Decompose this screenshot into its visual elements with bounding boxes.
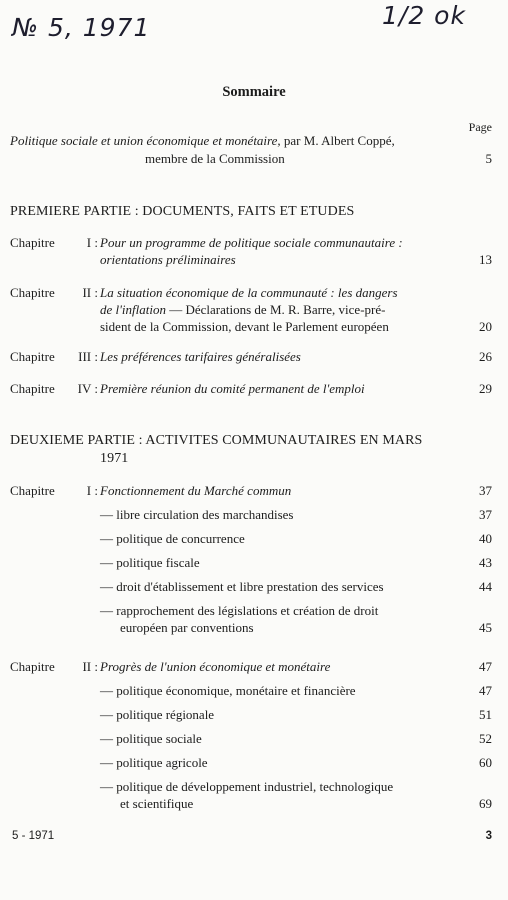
page-title: Sommaire (222, 84, 286, 100)
subsection-item-continued: européen par conventions (120, 620, 254, 635)
subsection-page-number: 40 (479, 531, 492, 546)
subsection-page-number: 37 (479, 507, 492, 522)
chapter-number: IV : (77, 381, 98, 396)
subsection-page-number: 43 (479, 555, 492, 570)
chapter-label: Chapitre (10, 235, 55, 250)
chapter-title-line: Pour un programme de politique sociale communautaire : (100, 235, 403, 250)
subsection-item-continued: et scientifique (120, 796, 194, 811)
subsection-item: — politique fiscale (100, 555, 200, 570)
subsection-item: — rapprochement des législations et création de droit (100, 603, 379, 618)
subsection-item: — politique économique, monétaire et financière (100, 683, 356, 698)
footer-issue: 5 - 1971 (12, 830, 55, 842)
handwritten-issue-note: № 5, 1971 (12, 13, 151, 42)
subsection-page-number: 45 (479, 620, 492, 635)
chapter-page-number: 13 (479, 252, 492, 267)
intro-entry-line2: membre de la Commission (145, 151, 285, 166)
chapter-title-line: La situation économique de la communauté : les dangers (100, 285, 398, 300)
subsection-page-number: 60 (479, 755, 492, 770)
footer-page-number: 3 (485, 830, 492, 842)
intro-entry-line1 (10, 133, 395, 149)
chapter-title-line: Les préférences tarifaires généralisées (100, 349, 301, 364)
chapter-label: Chapitre (10, 483, 55, 498)
part1-heading: PREMIERE PARTIE : DOCUMENTS, FAITS ET ETUDES (10, 204, 355, 219)
chapter-number: III : (78, 349, 98, 364)
chapter-number: I : (86, 483, 98, 498)
chapter-title-line: Première réunion du comité permanent de l'emploi (100, 381, 365, 396)
intro-author: par M. Albert Coppé, (283, 133, 395, 148)
page-column-header: Page (468, 120, 492, 134)
chapter-title-italic: de l'inflation (100, 302, 166, 317)
chapter-page-number: 29 (479, 381, 492, 396)
subsection-item: — politique de développement industriel, technologique (100, 779, 394, 794)
subsection-item: — droit d'établissement et libre prestation des services (100, 579, 384, 594)
chapter-title-line: sident de la Commission, devant le Parlement européen (100, 319, 389, 334)
subsection-page-number: 51 (479, 707, 492, 722)
chapter-label: Chapitre (10, 659, 55, 674)
part2-heading: DEUXIEME PARTIE : ACTIVITES COMMUNAUTAIRES EN MARS (10, 433, 423, 448)
chapter-page-number: 47 (479, 659, 492, 674)
intro-page-number: 5 (485, 151, 492, 166)
chapter-title-line: orientations préliminaires (100, 252, 236, 267)
chapter-label: Chapitre (10, 349, 55, 364)
chapter-page-number: 20 (479, 319, 492, 334)
subsection-item: — politique de concurrence (100, 531, 245, 546)
chapter-title-rest: — Déclarations de M. R. Barre, vice-pré- (169, 302, 386, 317)
chapter-title-line: Progrès de l'union économique et monétaire (100, 659, 331, 674)
subsection-item: — libre circulation des marchandises (100, 507, 294, 522)
chapter-title-line: Fonctionnement du Marché commun (100, 483, 292, 498)
chapter-number: II : (82, 659, 98, 674)
chapter-page-number: 26 (479, 349, 492, 364)
handwritten-page-note: 1/2 ok (382, 1, 466, 30)
chapter-title-line (100, 302, 385, 318)
intro-italic-title: Politique sociale et union économique et monétaire, (10, 133, 281, 148)
subsection-page-number: 52 (479, 731, 492, 746)
chapter-label: Chapitre (10, 381, 55, 396)
chapter-number: II : (82, 285, 98, 300)
part2-heading-line2: 1971 (100, 451, 129, 466)
subsection-page-number: 69 (479, 796, 492, 811)
subsection-page-number: 44 (479, 579, 492, 594)
subsection-item: — politique agricole (100, 755, 208, 770)
chapter-number: I : (86, 235, 98, 250)
subsection-item: — politique régionale (100, 707, 215, 722)
subsection-item: — politique sociale (100, 731, 202, 746)
subsection-page-number: 47 (479, 683, 492, 698)
chapter-label: Chapitre (10, 285, 55, 300)
chapter-page-number: 37 (479, 483, 492, 498)
